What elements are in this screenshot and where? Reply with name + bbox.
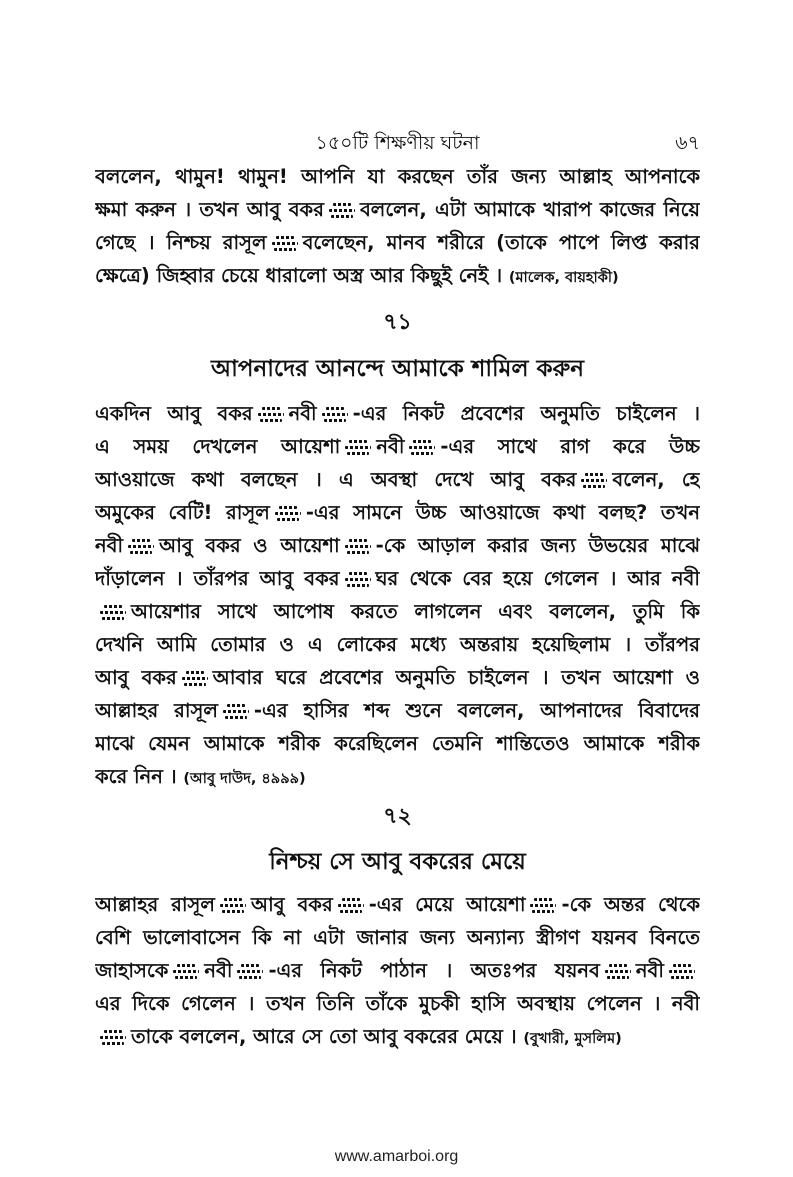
honorific-icon <box>98 603 128 623</box>
page-number: ৬৭ <box>675 132 700 154</box>
section-title: আপনাদের আনন্দে আমাকে শামিল করুন <box>211 356 584 382</box>
honorific-icon <box>320 405 350 425</box>
honorific-icon <box>336 896 366 916</box>
text-line: অমুকের বেটি! রাসূল -এর সামনে উচ্চ আওয়াজে কথা বলছ? তখন <box>95 501 700 524</box>
honorific-icon <box>407 438 437 458</box>
section-title: নিশ্চয় সে আবু বকরের মেয়ে <box>269 849 526 875</box>
text-line: দাঁড়ালেন । তাঁরপর আবু বকর ঘর থেকে বের হয়ে গেলেন । আর নবী <box>95 567 700 590</box>
text-line: বললেন, থামুন! থামুন! আপনি যা করছেন তাঁর জন্য আল্লাহ আপনাকে <box>95 165 700 188</box>
text-line: বেশি ভালোবাসেন কি না এটা জানার জন্য অন্যান্য স্ত্রীগণ যয়নব বিনতে <box>95 926 700 949</box>
honorific-icon <box>343 537 373 557</box>
citation: (মালেক, বায়হাকী) <box>508 270 619 286</box>
section-72-body <box>95 888 700 1053</box>
text-line: মাঝে যেমন আমাকে শরীক করেছিলেন তেমনি শান্তিতেও আমাকে শরীক <box>95 732 700 755</box>
text-line: ক্ষমা করুন । তখন আবু বকর বললেন, এটা আমাকে খারাপ কাজের নিয়ে <box>95 198 700 221</box>
text-line: একদিন আবু বকর নবী -এর নিকট প্রবেশের অনুমতি চাইলেন । <box>95 402 700 425</box>
honorific-icon <box>98 1028 128 1048</box>
honorific-icon <box>171 962 201 982</box>
text-line: আল্লাহর রাসূল -এর হাসির শব্দ শুনে বললেন, আপনাদের বিবাদের <box>95 699 700 722</box>
honorific-icon <box>579 471 609 491</box>
section-number: ৭২ <box>383 804 412 829</box>
text-line: আল্লাহর রাসূল আবু বকর -এর মেয়ে আয়েশা -কে অন্তর থেকে <box>95 893 700 916</box>
text-line: এ সময় দেখলেন আয়েশা নবী -এর সাথে রাগ করে উচ্চ <box>95 435 700 458</box>
footer-url: www.amarboi.org <box>334 1148 459 1165</box>
honorific-icon <box>180 669 210 689</box>
text-line: তাকে বললেন, আরে সে তো আবু বকরের মেয়ে । (বুখারী, মুসলিম) <box>95 1020 700 1053</box>
section-number: ৭১ <box>383 310 412 335</box>
honorific-icon <box>221 702 251 722</box>
section-71-body <box>95 397 700 793</box>
intro-paragraph <box>95 160 700 292</box>
text-line: এর দিকে গেলেন । তখন তিনি তাঁকে মুচকী হাসি অবস্থায় পেলেন । নবী <box>95 992 700 1015</box>
text-line: জাহাসকে নবী -এর নিকট পাঠান । অতঃপর যয়নব নবী <box>95 954 700 987</box>
text-line: আবু বকর আবার ঘরে প্রবেশের অনুমতি চাইলেন । তখন আয়েশা ও <box>95 666 700 689</box>
honorific-icon <box>218 896 248 916</box>
page-header <box>95 128 700 158</box>
text-line: গেছে । নিশ্চয় রাসূল বলেছেন, মানব শরীরে (তাকে পাপে লিপ্ত করার <box>95 231 700 254</box>
honorific-icon <box>667 962 697 982</box>
honorific-icon <box>343 438 373 458</box>
text-line: করে নিন । (আবু দাউদ, ৪৯৯৯) <box>95 765 306 788</box>
honorific-icon <box>603 962 633 982</box>
honorific-icon <box>273 504 303 524</box>
citation: (বুখারী, মুসলিম) <box>523 1031 622 1047</box>
honorific-icon <box>270 234 300 254</box>
honorific-icon <box>256 405 286 425</box>
text-line: দেখনি আমি তোমার ও এ লোকের মধ্যে অন্তরায় হয়েছিলাম । তাঁরপর <box>95 633 700 656</box>
honorific-icon <box>126 537 156 557</box>
text-line: আয়েশার সাথে আপোষ করতে লাগলেন এবং বললেন, তুমি কি <box>95 595 700 628</box>
citation: (আবু দাউদ, ৪৯৯৯) <box>183 771 306 787</box>
honorific-icon <box>235 962 265 982</box>
text-line: আওয়াজে কথা বলছেন । এ অবস্থা দেখে আবু বকর বলেন, হে <box>95 468 700 491</box>
running-title: ১৫০টি শিক্ষণীয় ঘটনা <box>315 132 480 154</box>
honorific-icon <box>343 570 373 590</box>
honorific-icon <box>528 896 558 916</box>
text-line: নবী আবু বকর ও আয়েশা -কে আড়াল করার জন্য উভয়ের মাঝে <box>95 534 700 557</box>
honorific-icon <box>327 201 357 221</box>
text-line: ক্ষেত্রে) জিহ্বার চেয়ে ধারালো অস্ত্র আর কিছুই নেই । (মালেক, বায়হাকী) <box>95 264 619 287</box>
